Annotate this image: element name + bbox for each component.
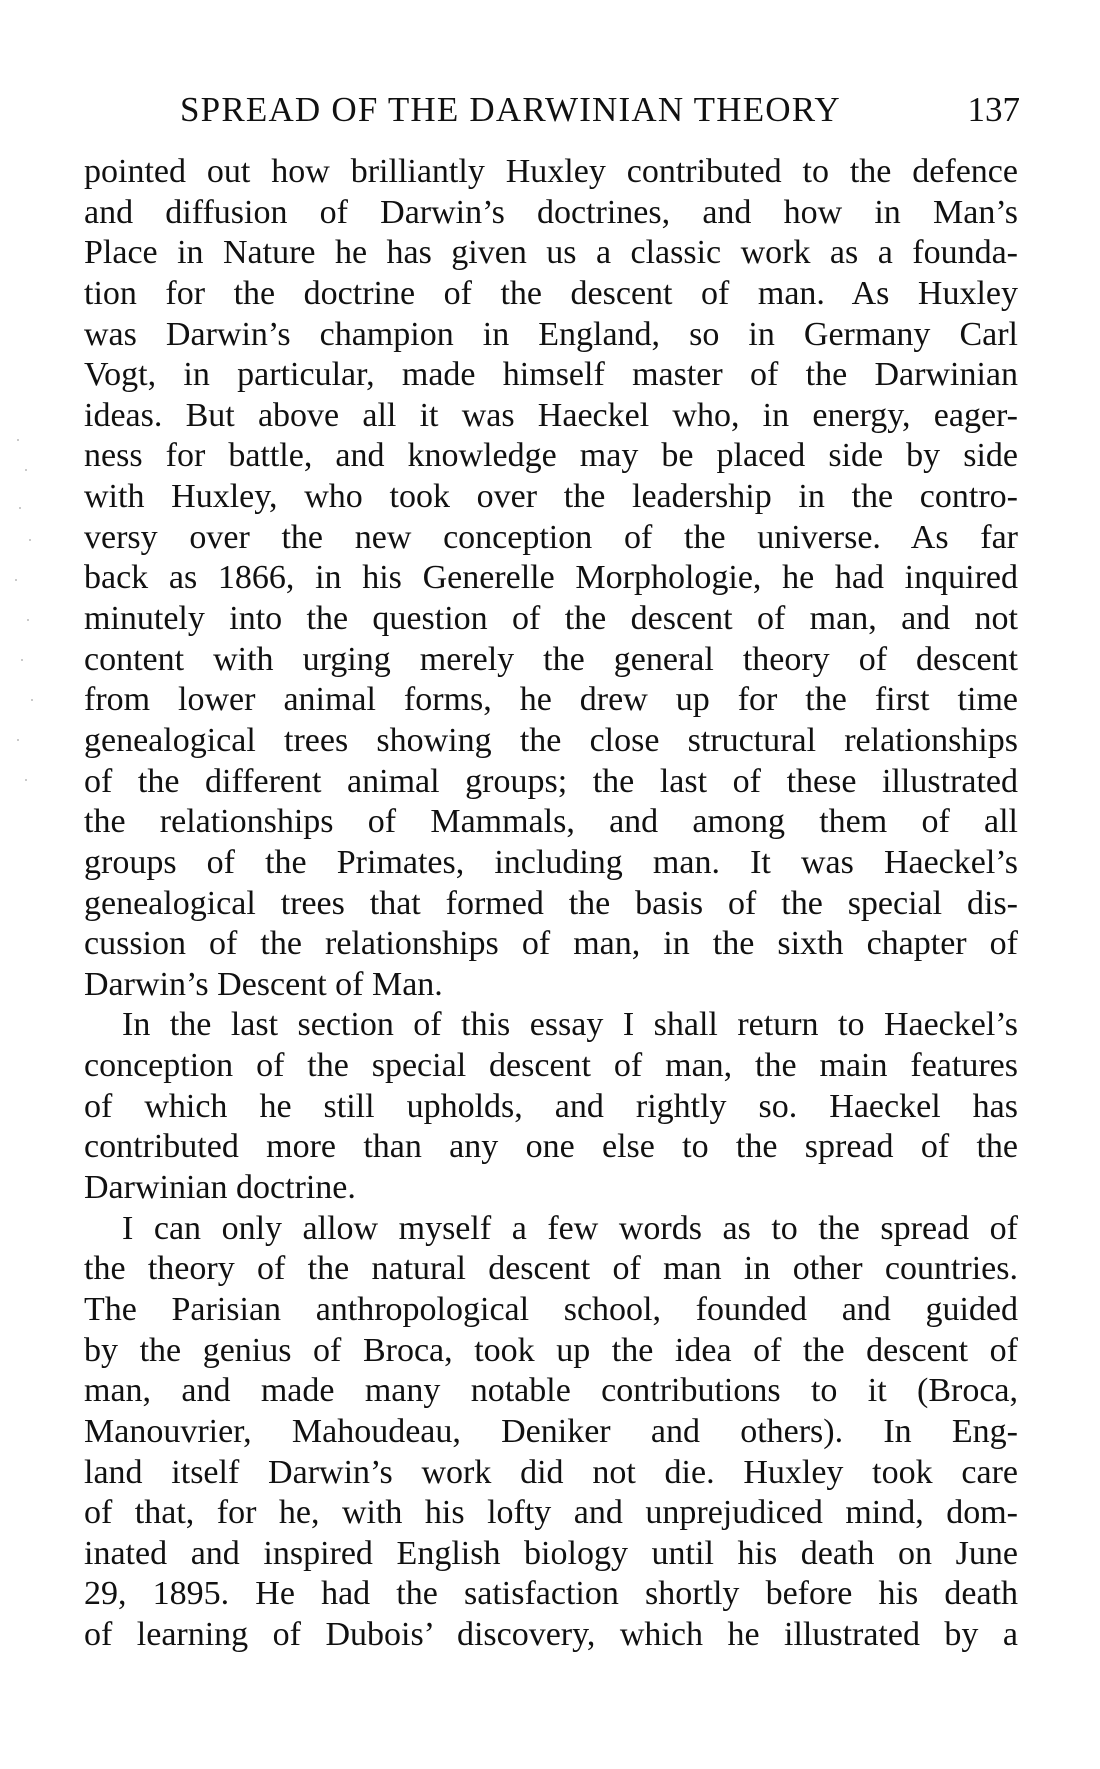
text-line: Place in Nature he has given us a classic work as a founda-	[84, 234, 1018, 272]
text-line: ness for battle, and knowledge may be placed side by side	[84, 437, 1018, 475]
text-line: of learning of Dubois’ discovery, which he illustrated by a	[84, 1616, 1018, 1654]
text-line: of which he still upholds, and rightly so. Haeckel has	[84, 1087, 1018, 1125]
text-line: was Darwin’s champion in England, so in Germany Carl	[84, 315, 1018, 353]
text-line: the relationships of Mammals, and among them of all	[84, 803, 1018, 841]
text-line: minutely into the question of the descent of man, and not	[84, 600, 1018, 638]
running-head	[180, 80, 1020, 140]
text-line: of the different animal groups; the last of these illustrated	[84, 762, 1018, 800]
text-line: genealogical trees that formed the basis of the special dis-	[84, 884, 1018, 922]
text-line: genealogical trees showing the close structural relationships	[84, 721, 1018, 759]
text-line: and diffusion of Darwin’s doctrines, and how in Man’s	[84, 193, 1018, 231]
text-line: Vogt, in particular, made himself master of the Darwinian	[84, 356, 1018, 394]
running-head-title: SPREAD OF THE DARWINIAN THEORY	[180, 90, 841, 129]
text-line: land itself Darwin’s work did not die. Huxley took care	[84, 1453, 1018, 1491]
text-line: content with urging merely the general theory of descent	[84, 640, 1018, 678]
text-line: The Parisian anthropological school, founded and guided	[84, 1290, 1018, 1328]
text-line: groups of the Primates, including man. It was Haeckel’s	[84, 843, 1018, 881]
paragraph-first-line: I can only allow myself a few words as to the spread of	[122, 1209, 1018, 1247]
text-line: 29, 1895. He had the satisfaction shortly before his death	[84, 1575, 1018, 1613]
text-line: cussion of the relationships of man, in the sixth chapter of	[84, 925, 1018, 963]
paragraph-end-line: Darwinian doctrine.	[84, 1169, 356, 1207]
margin-speckle-decoration	[8, 430, 48, 830]
text-line: man, and made many notable contributions to it (Broca,	[84, 1372, 1018, 1410]
text-line: conception of the special descent of man, the main features	[84, 1047, 1018, 1085]
paragraph-end-line: Darwin’s Descent of Man.	[84, 965, 443, 1003]
body-text	[84, 152, 1018, 1656]
text-line: Manouvrier, Mahoudeau, Deniker and others). In Eng-	[84, 1412, 1018, 1450]
text-line: contributed more than any one else to the spread of the	[84, 1128, 1018, 1166]
text-line: back as 1866, in his Generelle Morphologie, he had inquired	[84, 559, 1018, 597]
text-line: with Huxley, who took over the leadership in the contro-	[84, 478, 1018, 516]
text-line: by the genius of Broca, took up the idea of the descent of	[84, 1331, 1018, 1369]
text-line: ideas. But above all it was Haeckel who, in energy, eager-	[84, 396, 1018, 434]
text-line: tion for the doctrine of the descent of man. As Huxley	[84, 274, 1018, 312]
paragraph-first-line: In the last section of this essay I shall return to Haeckel’s	[122, 1006, 1018, 1044]
text-line: of that, for he, with his lofty and unprejudiced mind, dom-	[84, 1494, 1018, 1532]
text-line: versy over the new conception of the universe. As far	[84, 518, 1018, 556]
text-line: inated and inspired English biology until his death on June	[84, 1534, 1018, 1572]
page-number: 137	[967, 90, 1020, 129]
text-line: the theory of the natural descent of man in other countries.	[84, 1250, 1018, 1288]
text-line: from lower animal forms, he drew up for the first time	[84, 681, 1018, 719]
text-line: pointed out how brilliantly Huxley contributed to the defence	[84, 153, 1018, 190]
